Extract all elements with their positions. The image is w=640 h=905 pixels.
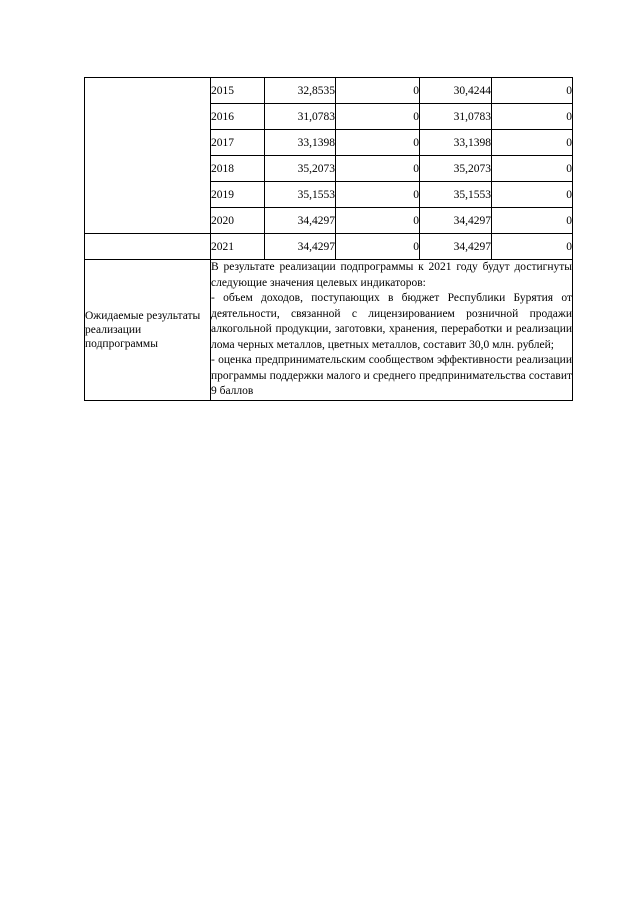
value-cell: 0: [492, 156, 573, 182]
value-cell: 35,2073: [420, 156, 492, 182]
value-cell: 35,1553: [265, 182, 336, 208]
value-cell: 34,4297: [420, 234, 492, 260]
table-row: [85, 234, 573, 260]
value-cell: 34,4297: [420, 208, 492, 234]
results-item-assessment: - оценка предпринимательским сообществом эффективности реализации программы поддержки малого и среднего предпринимательства составит 9 баллов: [211, 354, 572, 397]
value-cell: 32,8535: [265, 78, 336, 104]
value-cell: 0: [336, 234, 420, 260]
value-cell: 31,0783: [420, 104, 492, 130]
value-cell: 0: [492, 78, 573, 104]
results-intro: В результате реализации подпрограммы к 2021 году будут достигнуты следующие значения целевых индикаторов:: [211, 261, 572, 289]
value-cell: 0: [336, 208, 420, 234]
value-cell: 0: [336, 78, 420, 104]
value-cell: 34,4297: [265, 234, 336, 260]
year-cell: 2020: [211, 208, 265, 234]
value-cell: 0: [492, 234, 573, 260]
value-cell: 0: [492, 130, 573, 156]
results-text: [211, 260, 573, 401]
value-cell: 31,0783: [265, 104, 336, 130]
value-cell: 0: [492, 182, 573, 208]
table-row: [85, 78, 573, 104]
value-cell: 33,1398: [420, 130, 492, 156]
value-cell: 0: [336, 104, 420, 130]
year-cell: 2019: [211, 182, 265, 208]
value-cell: 0: [336, 156, 420, 182]
value-cell: 34,4297: [265, 208, 336, 234]
value-cell: 35,1553: [420, 182, 492, 208]
results-item-revenue: - объем доходов, поступающих в бюджет Республики Бурятия от деятельности, связанной с лицензированием розничной продажи алкогольной продукции, заготовки, хранения, переработки и реализации лома черных металлов, цветных металлов, составит 30,0 млн. рублей;: [211, 292, 572, 351]
value-cell: 33,1398: [265, 130, 336, 156]
year-cell: 2021: [211, 234, 265, 260]
value-cell: 0: [336, 182, 420, 208]
financing-table: [84, 77, 573, 401]
results-label: Ожидаемые результаты реализации подпрограммы: [85, 260, 211, 401]
year-cell: 2016: [211, 104, 265, 130]
value-cell: 0: [336, 130, 420, 156]
empty-label-cell: [85, 234, 211, 260]
value-cell: 35,2073: [265, 156, 336, 182]
results-row: [85, 260, 573, 401]
empty-label-cell: [85, 78, 211, 234]
year-cell: 2015: [211, 78, 265, 104]
year-cell: 2017: [211, 130, 265, 156]
value-cell: 0: [492, 208, 573, 234]
year-cell: 2018: [211, 156, 265, 182]
value-cell: 0: [492, 104, 573, 130]
value-cell: 30,4244: [420, 78, 492, 104]
